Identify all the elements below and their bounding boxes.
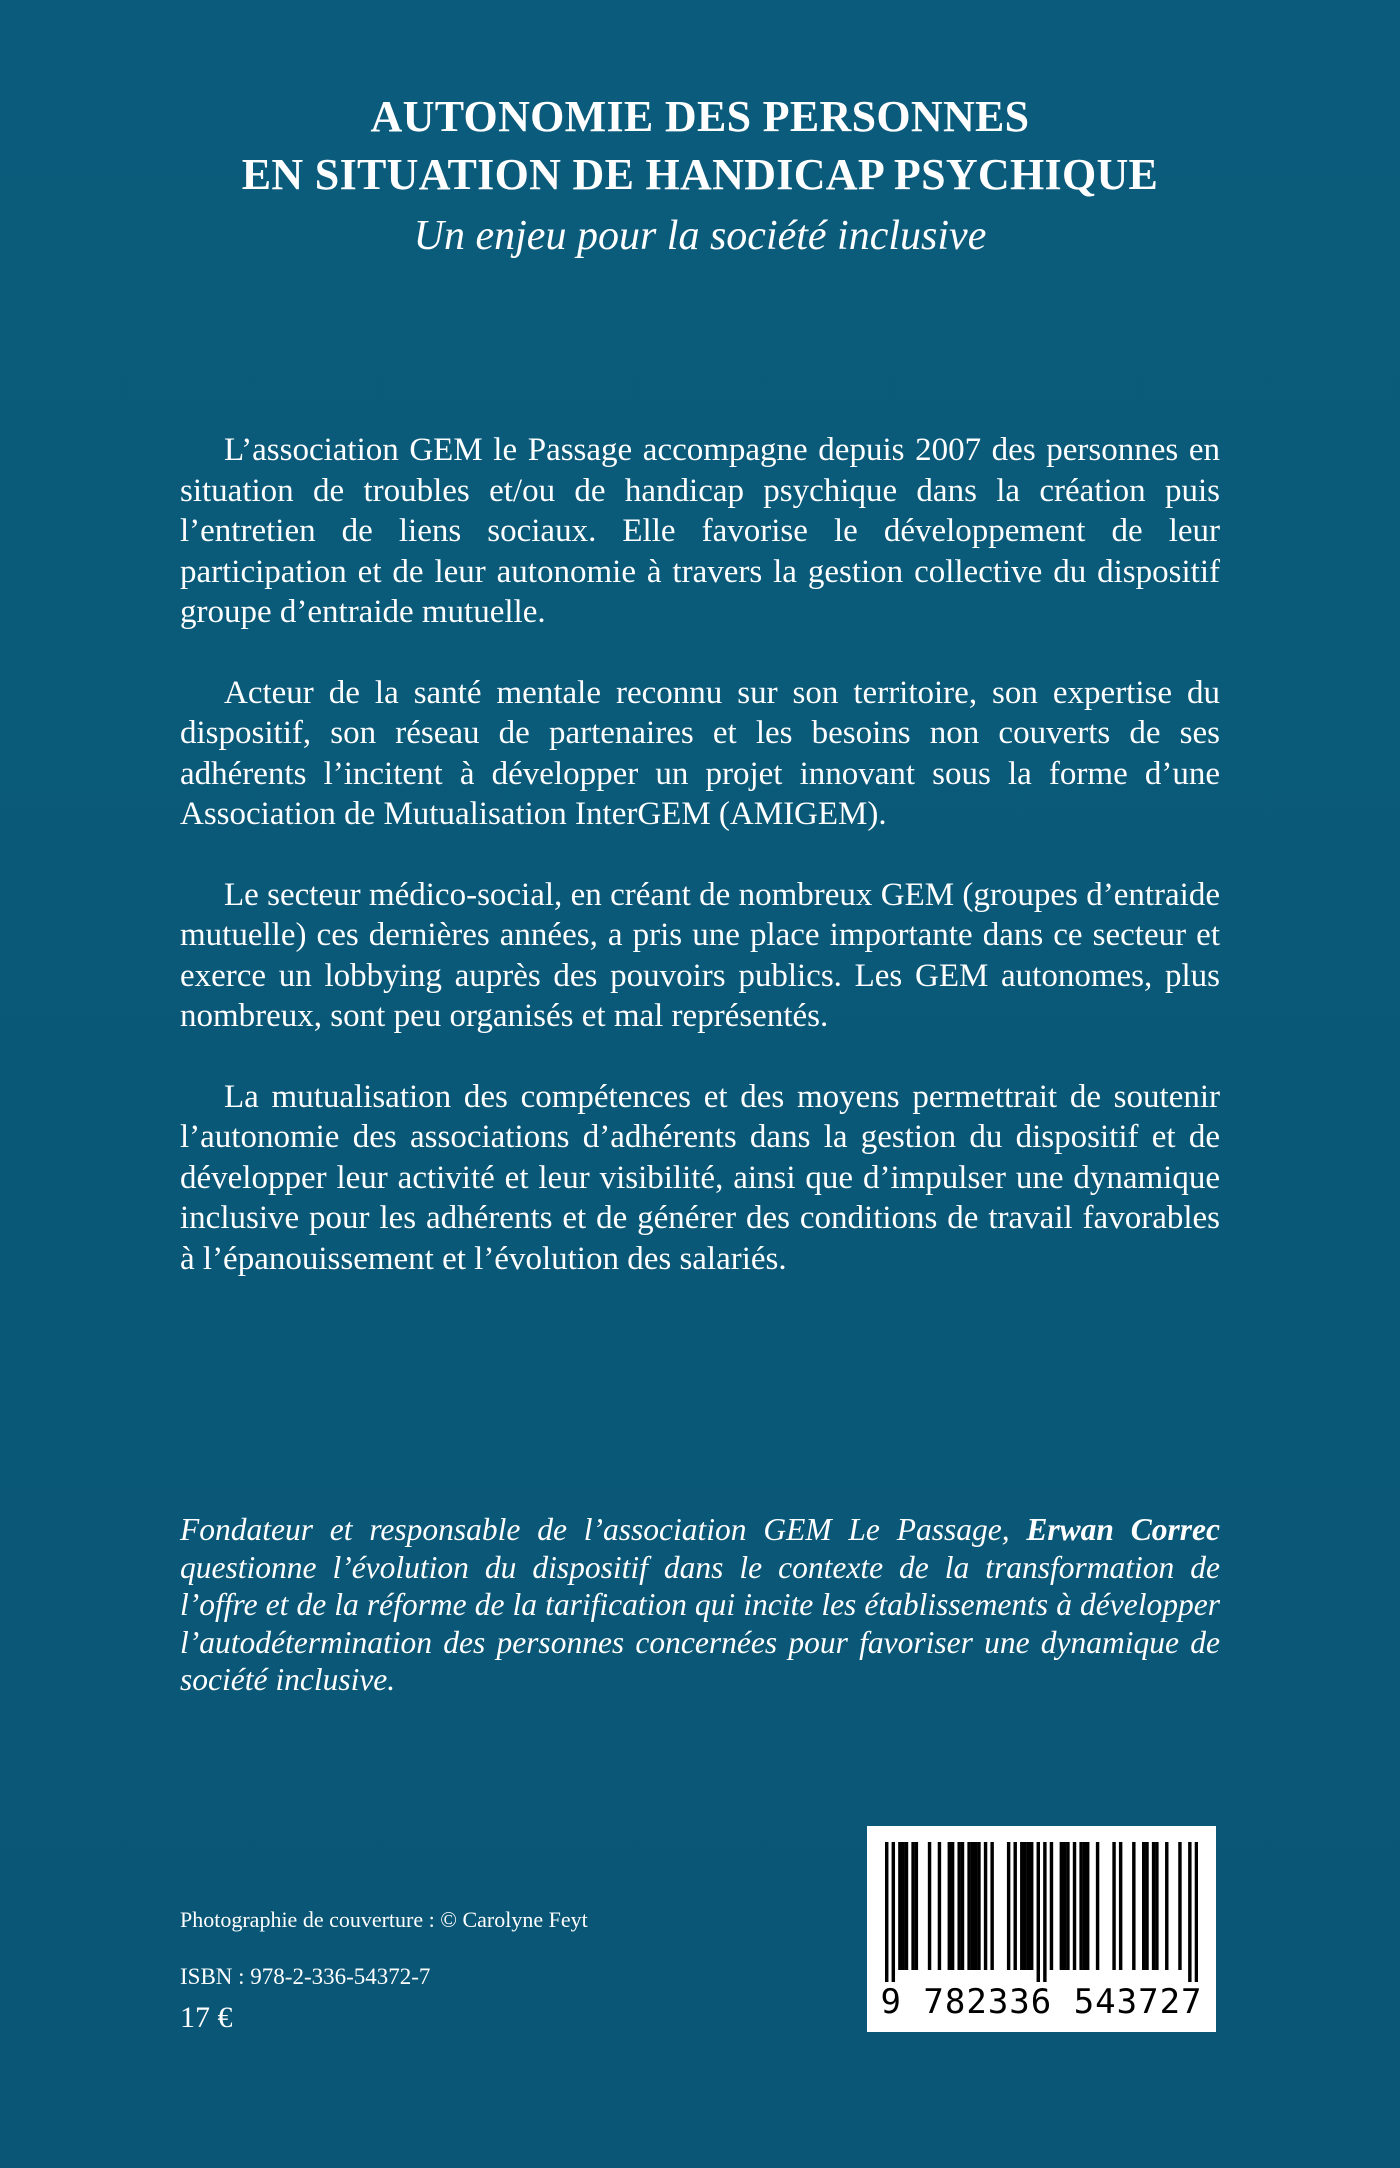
barcode-bar: [1195, 1842, 1198, 1982]
barcode-bar: [957, 1842, 960, 1970]
barcode-bar: [915, 1842, 918, 1970]
barcode-bar: [1013, 1842, 1016, 1970]
barcode-bar: [1178, 1842, 1181, 1970]
barcode-bar: [1086, 1842, 1089, 1970]
author-bio-intro: Fondateur et responsable de l’association GEM Le Passage,: [180, 1512, 1010, 1547]
barcode-bar: [1188, 1842, 1191, 1982]
barcode-bar: [1152, 1842, 1155, 1970]
barcode-bar: [1030, 1842, 1033, 1970]
barcode-bar: [984, 1842, 987, 1970]
barcode-bar: [885, 1842, 888, 1982]
barcode-bar: [990, 1842, 993, 1970]
blurb-paragraph: La mutualisation des compétences et des moyens permettrait de soutenir l’autonomie des associations d’adhérents dans la gestion du dispositif et de développer leur activité et leur visibilité, ainsi que d’impulser une dynamique inclusive pour les adhérents et de générer des conditions de travail favorables à l’épanouissement et l’évolution des salariés.: [180, 1078, 1220, 1277]
barcode-bar: [1083, 1842, 1086, 1970]
barcode-bar: [961, 1842, 964, 1970]
barcode-bar: [1079, 1842, 1082, 1970]
barcode-bar: [1142, 1842, 1145, 1970]
barcode-bar: [892, 1842, 895, 1982]
barcode-bar: [1020, 1842, 1023, 1970]
price: 17 €: [180, 2001, 233, 2034]
barcode: [867, 1826, 1216, 2032]
barcode-bar: [928, 1842, 931, 1970]
barcode-bar: [1060, 1842, 1063, 1970]
photo-credit: Photographie de couverture : © Carolyne Feyt: [180, 1907, 588, 1932]
blurb-paragraph: Le secteur médico-social, en créant de nombreux GEM (groupes d’entraide mutuelle) ces dernières années, a pris une place importante dans ce secteur et exerce un lobbying auprès des pouvoirs publics. Les GEM autonomes, plus nombreux, sont peu organisés et mal représentés.: [180, 876, 1220, 1034]
barcode-bar: [898, 1842, 901, 1970]
barcode-bar: [951, 1842, 954, 1970]
barcode-bar: [1145, 1842, 1148, 1970]
barcode-bar: [1027, 1842, 1030, 1970]
author-bio-text: questionne l’évolution du dispositif dans le contexte de la transformation de l’offre et de la réforme de la tarification qui incite les établissements à développer l’autodétermination des personnes concernées pour favoriser une dynamique de société inclusive.: [180, 1549, 1220, 1697]
barcode-bar: [977, 1842, 980, 1970]
barcode-bar: [1132, 1842, 1135, 1970]
barcode-bar: [1165, 1842, 1168, 1970]
barcode-bar: [974, 1842, 977, 1970]
barcode-bar: [967, 1842, 970, 1970]
barcode-bar: [911, 1842, 914, 1970]
barcode-bar: [1073, 1842, 1076, 1970]
barcode-bar: [1096, 1842, 1099, 1970]
barcode-bar: [971, 1842, 974, 1970]
book-subtitle: Un enjeu pour la société inclusive: [413, 213, 987, 259]
barcode-bar: [901, 1842, 904, 1970]
barcode-bar: [1155, 1842, 1158, 1970]
barcode-bar: [948, 1842, 951, 1970]
book-title-line-2: EN SITUATION DE HANDICAP PSYCHIQUE: [241, 150, 1159, 199]
barcode-bar: [1037, 1842, 1040, 1982]
author-name: Erwan Correc: [1026, 1512, 1221, 1547]
barcode-bar: [905, 1842, 908, 1970]
book-title-line-1: AUTONOMIE DES PERSONNES: [370, 92, 1030, 141]
barcode-bar: [1063, 1842, 1066, 1970]
barcode-digits: 9 782336 543727: [880, 1982, 1203, 2022]
isbn: ISBN : 978-2-336-54372-7: [180, 1964, 431, 1989]
barcode-bars: [885, 1842, 1198, 1982]
blurb-paragraph: L’association GEM le Passage accompagne depuis 2007 des personnes en situation de troubles et/ou de handicap psychique dans la création puis l’entretien de liens sociaux. Elle favorise le développement de leur participation et de leur autonomie à travers la gestion collective du dispositif groupe d’entraide mutuelle.: [180, 432, 1220, 630]
barcode-bar: [1112, 1842, 1115, 1970]
barcode-bar: [1023, 1842, 1026, 1970]
barcode-bar: [1050, 1842, 1053, 1970]
blurb: [180, 430, 1220, 1319]
barcode-bar: [938, 1842, 941, 1970]
blurb-paragraph: Acteur de la santé mentale reconnu sur son territoire, son expertise du dispositif, son réseau de partenaires et les besoins non couverts de ses adhérents l’incitent à développer un projet innovant sous la forme d’une Association de Mutualisation InterGEM (AMIGEM).: [180, 674, 1220, 832]
barcode-bar: [1043, 1842, 1046, 1982]
cover-header: [0, 88, 1400, 266]
author-bio: [180, 1511, 1220, 1699]
barcode-bar: [1066, 1842, 1069, 1970]
barcode-bar: [1007, 1842, 1010, 1970]
barcode-bar: [1119, 1842, 1122, 1970]
